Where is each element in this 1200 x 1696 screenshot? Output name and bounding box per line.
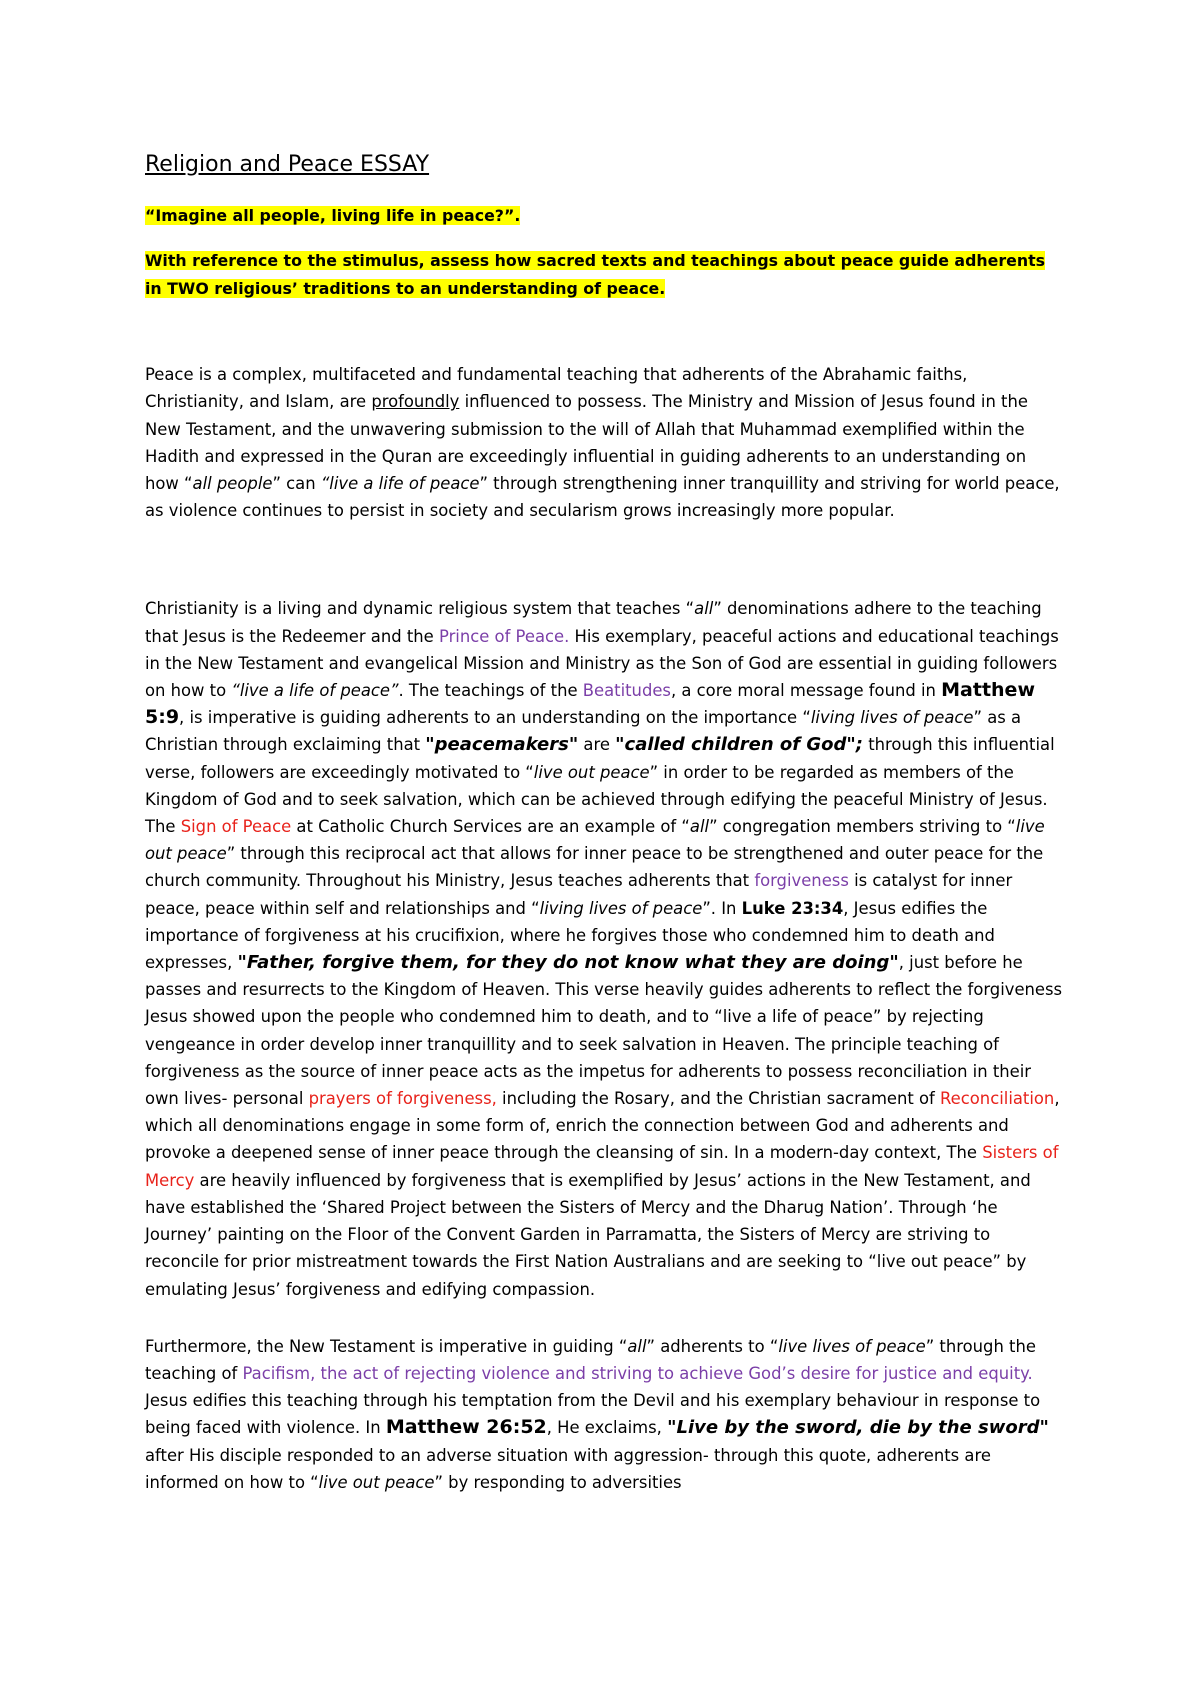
purple-term: forgiveness <box>754 871 849 891</box>
text-run: ” denominations adhere to the teaching that Jesus is the Redeemer and the <box>145 599 1042 646</box>
text-run: is catalyst for inner peace, peace within self and relationships and “ <box>145 871 1013 918</box>
red-term: prayers of forgiveness, <box>308 1089 497 1109</box>
text-run: ” through strengthening inner tranquillity and striving for world peace, as violence continues to persist in society and secularism grows increasingly more popular. <box>145 474 1060 521</box>
text-run: ” adherents to “ <box>646 1336 779 1356</box>
italic-run: living lives of peace <box>810 708 974 728</box>
scripture-quote: "Live by the sword, die by the sword" <box>667 1417 1049 1439</box>
text-run: Jesus edifies this teaching through his temptation from the Devil and his exemplary behaviour in response to being faced with violence. In <box>145 1391 1041 1438</box>
paragraph-christianity <box>145 595 1065 1302</box>
text-run: , a core moral message found in <box>670 681 942 701</box>
italic-run: live lives of peace <box>778 1336 926 1356</box>
text-run: ” through the teaching of <box>145 1336 1036 1383</box>
scripture-reference: Luke 23:34 <box>741 898 844 918</box>
document-body <box>145 150 1065 1496</box>
italic-run: all <box>689 817 710 837</box>
italic-run: “live a life of peace” <box>231 681 399 701</box>
text-run: , just before he passes and resurrects to the Kingdom of Heaven. This verse heavily guides adherents to reflect the forgiveness Jesus showed upon the people who condemned him to death, and to “live a life of peace” by rejecting vengeance in order develop inner tranquillity and to seek salvation in Heaven. The principle teaching of forgiveness as the source of inner peace acts as the impetus for adherents to possess reconciliation in their own lives- personal <box>145 953 1063 1109</box>
italic-run: live out peace <box>533 762 650 782</box>
text-run: influenced to possess. The Ministry and Mission of Jesus found in the New Testament, and the unwavering submission to the will of Allah that Muhammad exemplified within the Hadith and expressed in the Quran are exceedingly influential in guiding adherents to an understanding on how “ <box>145 392 1028 494</box>
italic-run: living lives of peace <box>539 898 703 918</box>
text-run: including the Rosary, and the Christian sacrament of <box>496 1089 941 1109</box>
paragraph-spacer <box>145 1303 1065 1333</box>
text-run: , which all denominations engage in some form of, enrich the connection between God and adherents and provoke a deepened sense of inner peace through the cleansing of sin. In a modern-day context, The <box>145 1089 1060 1163</box>
essay-title: Religion and Peace ESSAY <box>145 152 430 177</box>
text-run: Furthermore, the New Testament is imperative in guiding “ <box>145 1336 628 1356</box>
question-prompt <box>145 247 1065 303</box>
paragraph-pacifism <box>145 1333 1065 1496</box>
italic-run: all <box>627 1336 647 1356</box>
text-run: are heavily influenced by forgiveness that is exemplified by Jesus’ actions in the New Testament, and have established the ‘Shared Project between the Sisters of Mercy and the Dharug Nation’. Through ‘he Journey’ painting on the Floor of the Convent Garden in Parramatta, the Sisters of Mercy are striving to reconcile for prior mistreatment towards the First Nation Australians and are seeking to “live out peace” by emulating Jesus’ forgiveness and edifying compassion. <box>145 1170 1031 1299</box>
text-run: at Catholic Church Services are an example of “ <box>291 817 690 837</box>
purple-term: Beatitudes <box>582 681 671 701</box>
highlighted-quote: “Imagine all people, living life in peace?”. <box>145 206 521 225</box>
scripture-quote: "Father, forgive them, for they do not know what they are doing" <box>237 952 899 974</box>
text-run: are <box>578 735 616 755</box>
purple-term: Pacifism, the act of rejecting violence and striving to achieve God’s desire for justice and equity. <box>242 1363 1033 1383</box>
scripture-quote: "called children of God"; <box>615 734 863 756</box>
paragraph-introduction <box>145 361 1065 524</box>
text-run: , He exclaims, <box>546 1418 668 1438</box>
scripture-reference: Matthew 26:52 <box>385 1416 547 1439</box>
italic-run: all <box>694 599 714 619</box>
text-run: His exemplary, peaceful actions and educational teachings in the New Testament and evangelical Mission and Ministry as the Son of God are essential in guiding followers on how to <box>145 626 1059 701</box>
text-run: ” congregation members striving to “ <box>709 817 1016 837</box>
text-run: after His disciple responded to an adverse situation with aggression- through this quote, adherents are informed on how to “ <box>145 1445 991 1492</box>
text-run: through this influential verse, followers are exceedingly motivated to “ <box>145 735 1055 782</box>
text-run: , is imperative is guiding adherents to an understanding on the importance “ <box>179 708 811 728</box>
red-term: Sign of Peace <box>180 817 292 837</box>
text-run: . The teachings of the <box>398 681 583 701</box>
text-run: , Jesus edifies the importance of forgiveness at his crucifixion, where he forgives those who condemned him to death and expresses, <box>145 898 995 973</box>
italic-run: all people <box>192 474 273 494</box>
italic-run: live out peace <box>318 1472 435 1492</box>
italic-run: “live a life of peace <box>320 474 480 494</box>
highlighted-prompt: With reference to the stimulus, assess how sacred texts and teachings about peace guide adherents in TWO religious’ traditions to an understanding of peace. <box>145 251 1046 299</box>
text-run: ” by responding to adversities <box>434 1472 682 1492</box>
italic-run: live out peace <box>145 817 1045 864</box>
text-run: ” can <box>272 474 321 494</box>
purple-term: Prince of Peace. <box>438 626 570 646</box>
text-run: Peace is a complex, multifaceted and fundamental teaching that adherents of the Abrahamic faiths, Christianity, and Islam, are <box>145 365 968 412</box>
paragraph-spacer <box>145 524 1065 595</box>
text-run: Christianity is a living and dynamic religious system that teaches “ <box>145 599 695 619</box>
red-term: Reconciliation <box>940 1089 1055 1109</box>
scripture-reference: Matthew 5:9 <box>145 679 1035 729</box>
question-quote <box>145 202 1065 229</box>
text-run: ” in order to be regarded as members of the Kingdom of God and to seek salvation, which can be achieved through edifying the peaceful Ministry of Jesus. The <box>145 762 1048 837</box>
red-term: Sisters of Mercy <box>145 1143 1059 1190</box>
text-run: ” through this reciprocal act that allows for inner peace to be strengthened and outer peace for the church community. Throughout his Ministry, Jesus teaches adherents that <box>145 844 1044 891</box>
underlined-word: profoundly <box>371 392 460 412</box>
text-run: ” as a Christian through exclaiming that <box>145 708 1022 755</box>
scripture-quote: "peacemakers" <box>425 734 579 756</box>
text-run: ”. In <box>702 898 742 918</box>
